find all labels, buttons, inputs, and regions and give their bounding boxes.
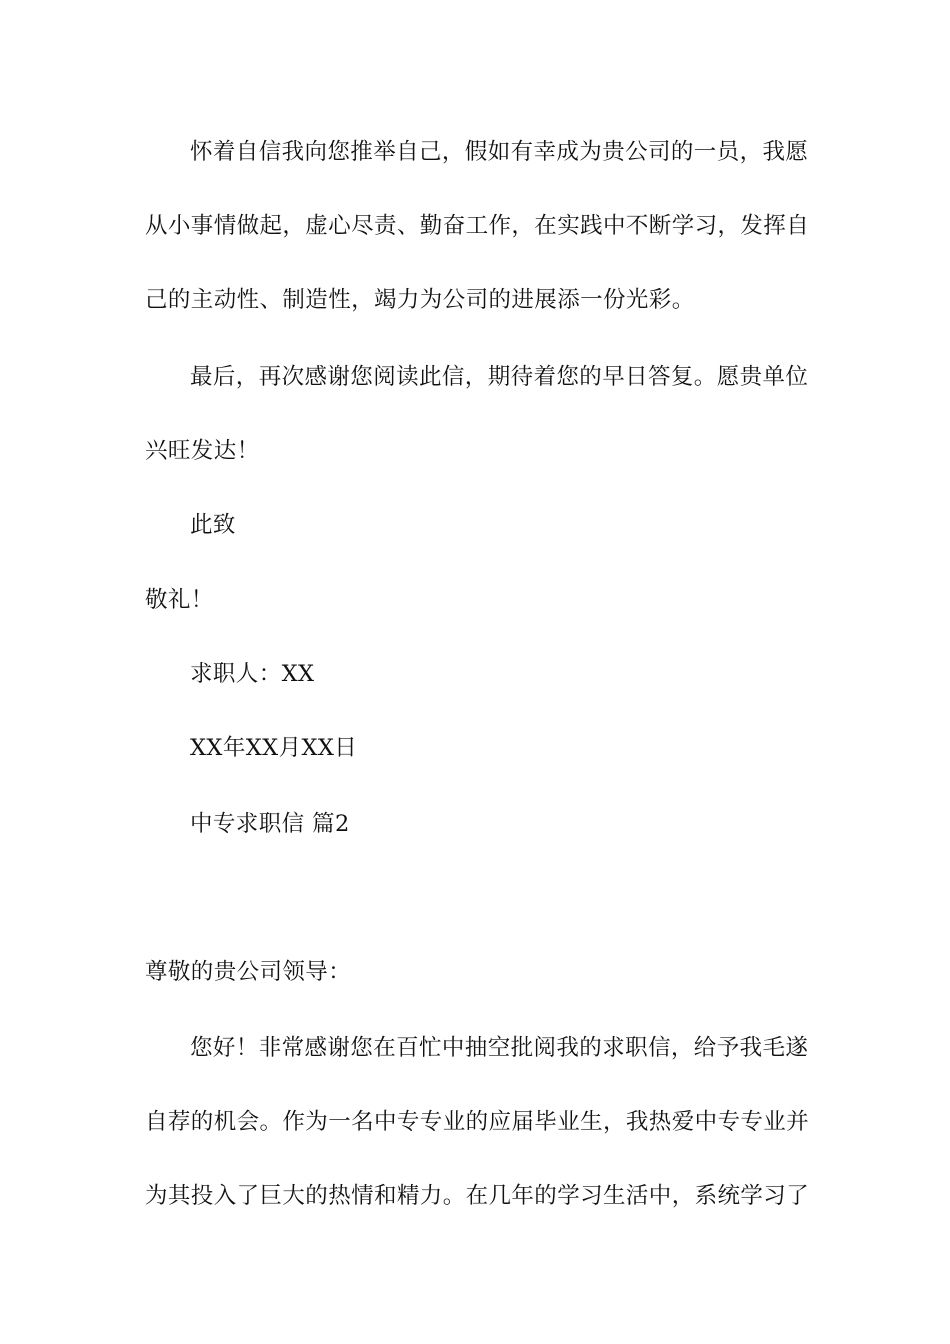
letter-date: XX年XX月XX日 bbox=[190, 735, 358, 761]
paragraph-line: 最后，再次感谢您阅读此信，期待着您的早日答复。愿贵单位 bbox=[190, 364, 809, 390]
closing-regards: 敬礼！ bbox=[145, 587, 214, 613]
paragraph-line: 为其投入了巨大的热情和精力。在几年的学习生活中，系统学习了 bbox=[145, 1183, 810, 1209]
section-heading: 中专求职信 篇2 bbox=[190, 811, 350, 837]
paragraph-line: 从小事情做起，虚心尽责、勤奋工作，在实践中不断学习，发挥自 bbox=[145, 213, 810, 239]
closing-salutation: 此致 bbox=[190, 512, 236, 538]
paragraph-line: 己的主动性、制造性，竭力为公司的进展添一份光彩。 bbox=[145, 287, 695, 313]
letter-greeting: 尊敬的贵公司领导： bbox=[145, 959, 352, 985]
paragraph-line: 自荐的机会。作为一名中专专业的应届毕业生，我热爱中专专业并 bbox=[145, 1109, 810, 1135]
applicant-signature: 求职人：XX bbox=[190, 661, 315, 687]
paragraph-line: 您好！非常感谢您在百忙中抽空批阅我的求职信，给予我毛遂 bbox=[190, 1035, 809, 1061]
paragraph-line: 兴旺发达！ bbox=[145, 438, 260, 464]
paragraph-line: 怀着自信我向您推举自己，假如有幸成为贵公司的一员，我愿 bbox=[190, 139, 809, 165]
